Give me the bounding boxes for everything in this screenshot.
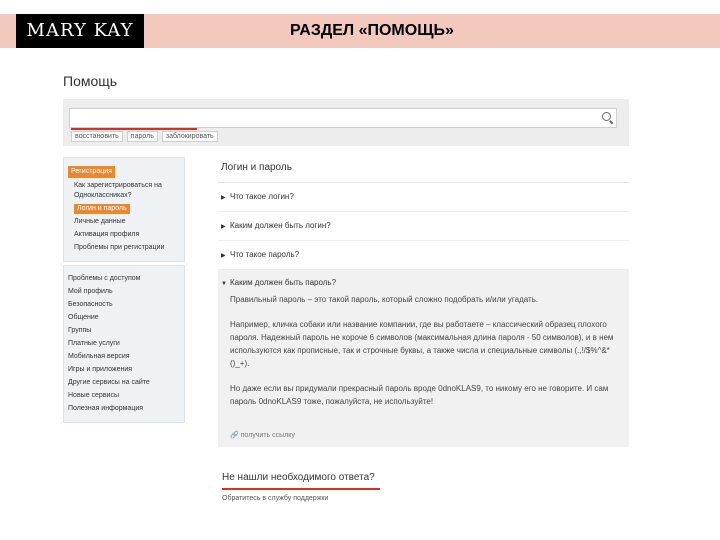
triangle-down-icon: ▼ (221, 281, 227, 287)
link-icon: 🔗 (230, 432, 239, 439)
copy-link[interactable] (230, 431, 295, 439)
triangle-right-icon: ▶ (221, 253, 226, 259)
suggestion-chip[interactable]: заблокировать (162, 131, 218, 142)
faq-answer (230, 293, 619, 408)
sidebar-item-active[interactable]: Логин и пароль (74, 204, 130, 214)
suggestion-chip[interactable]: пароль (127, 131, 158, 142)
sidebar-item[interactable]: Личные данные (74, 218, 126, 225)
triangle-right-icon: ▶ (221, 195, 226, 201)
answer-paragraph: Правильный пароль – это такой пароль, который сложно подобрать и/или угадать. (230, 295, 539, 304)
page-title: Помощь (63, 73, 118, 89)
sidebar-item[interactable]: Проблемы при регистрации (74, 244, 165, 251)
not-found-accent-line (222, 488, 380, 490)
faq-question[interactable]: Каким должен быть логин? (230, 221, 331, 230)
faq-item-expanded (218, 270, 629, 447)
search-input[interactable] (69, 108, 617, 128)
slide-header (0, 14, 720, 48)
help-content (218, 162, 629, 447)
sidebar-item[interactable]: Платные услуги (68, 340, 120, 347)
copy-link-label[interactable]: получить ссылку (240, 432, 295, 439)
faq-item[interactable] (218, 241, 629, 270)
search-icon[interactable] (602, 112, 611, 121)
suggestion-chip[interactable]: восстановить (71, 131, 123, 142)
sidebar-item[interactable]: Группы (68, 327, 92, 334)
triangle-right-icon: ▶ (221, 224, 226, 230)
sidebar-header-registration[interactable]: Регистрация (68, 166, 115, 178)
faq-question[interactable]: Что такое пароль? (230, 250, 300, 259)
sidebar-item[interactable]: Общение (68, 314, 99, 321)
answer-paragraph: Но даже если вы придумали прекрасный пароль вроде 0dnoKLAS9, то никому его не говорите. И сам пароль 0dnoKLAS9 тоже, пожалуйста, не используйте! (230, 384, 609, 406)
sidebar-item[interactable]: Безопасность (68, 301, 113, 308)
faq-item[interactable] (218, 212, 629, 241)
sidebar-item[interactable]: Новые сервисы (68, 392, 119, 399)
sidebar-section-topics (63, 265, 185, 423)
answer-paragraph: Например, кличка собаки или название компании, где вы работаете – классический образец плохого пароля. Надежный пароль не короче 6 символов (максимальная длина пароля - 50 символов), и в нем используются как прописные, так и строчные буквы, а также числа и специальные символы (.,!/$%^&*()_+). (230, 320, 614, 368)
sidebar-item[interactable]: Как зарегистрироваться на Одноклассниках? (74, 182, 162, 199)
help-sidebar (63, 157, 185, 427)
sidebar-item[interactable]: Мобильная версия (68, 353, 130, 360)
not-found-title: Не нашли необходимого ответа? (222, 472, 375, 483)
search-accent-line (71, 128, 197, 130)
section-title: Логин и пароль (218, 162, 629, 183)
sidebar-section-registration (63, 157, 185, 262)
search-panel (63, 99, 629, 146)
sidebar-item[interactable]: Мой профиль (68, 288, 113, 295)
faq-question[interactable]: Что такое логин? (230, 192, 294, 201)
search-suggestions (71, 131, 218, 142)
faq-question-open[interactable] (221, 278, 619, 287)
support-link[interactable]: Обратитесь в службу поддержки (222, 495, 329, 502)
slide-title: РАЗДЕЛ «ПОМОЩЬ» (290, 22, 454, 39)
sidebar-item[interactable]: Другие сервисы на сайте (68, 379, 150, 386)
sidebar-item[interactable]: Проблемы с доступом (68, 275, 141, 282)
brand-logo: MARY KAY (16, 14, 144, 48)
sidebar-item[interactable]: Игры и приложения (68, 366, 133, 373)
faq-question-text[interactable]: Каким должен быть пароль? (230, 278, 337, 287)
sidebar-item[interactable]: Полезная информация (68, 405, 144, 412)
sidebar-item[interactable]: Активация профиля (74, 231, 140, 238)
faq-item[interactable] (218, 183, 629, 212)
